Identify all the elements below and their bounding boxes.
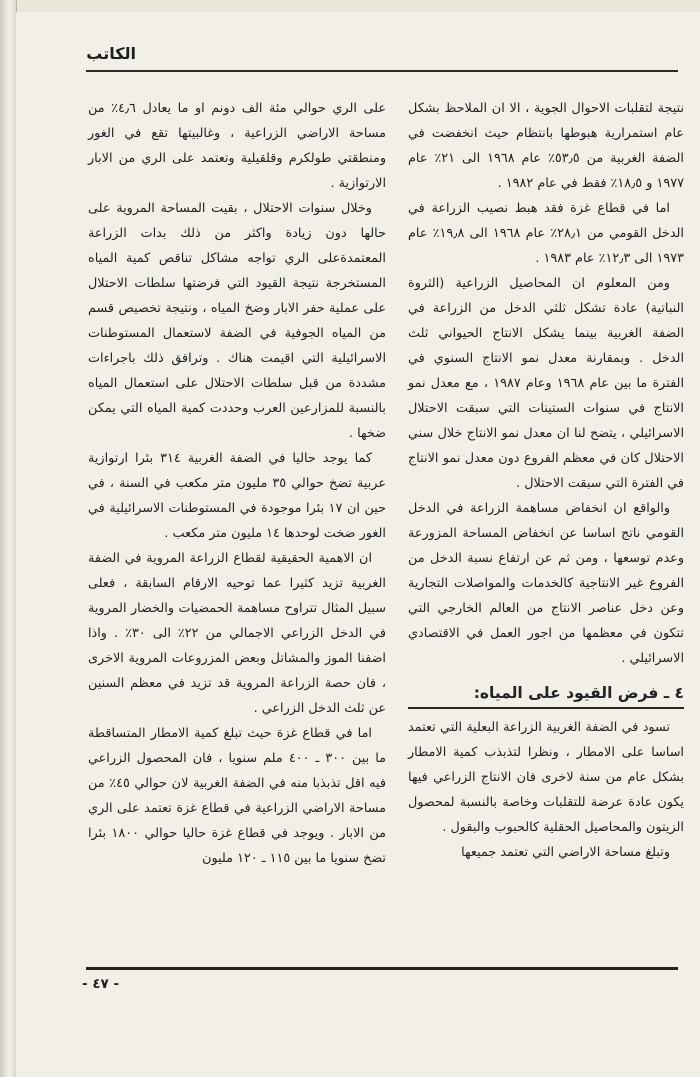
paragraph: ان الاهمية الحقيقية لقطاع الزراعة المروية في الضفة الغربية تزيد كثيرا عما توحيه الارقام السابقة ، فعلى سبيل المثال تتراوح مساهمة الحمضيات والخضار المروية في الدخل الزراعي الاجمالي من ٢٢٪ الى ٣٠٪ . واذا اضفنا الموز والمشاتل وبعض المزروعات المروية الاخرى ، فان حصة الزراعة المروية قد تزيد في معظم السنين عن ثلث الدخل الزراعي . bbox=[88, 551, 386, 716]
footer-rule bbox=[86, 967, 678, 970]
paragraph: وتبلغ مساحة الاراضي التي تعتمد جميعها bbox=[461, 845, 670, 860]
running-header bbox=[86, 38, 678, 76]
page-number: - ٤٧ - bbox=[82, 976, 120, 992]
paragraph: اما في قطاع غزة حيث تبلغ كمية الامطار المتساقطة ما بين ٣٠٠ ـ ٤٠٠ ملم سنويا ، فان المحصول الزراعي فيه اقل تذبذبا منه في الضفة الغربية لان حوالي ٤٥٪ من مساحة الاراضي الزراعية في قطاع غزة تعتمد على الري من الابار . ويوجد في قطاع غزة حاليا حوالي ١٨٠٠ بئرا تضخ سنويا ما بين ١١٥ ـ ١٢٠ مليون bbox=[88, 726, 387, 866]
header-rule bbox=[86, 70, 678, 72]
paragraph: على الري حوالي مئة الف دونم او ما يعادل ٤٫٦٪ من مساحة الاراضي الزراعية ، وغالبيتها تقع في الغور ومنطقتي طولكرم وقلقيلية وتعتمد على الري من الابار الارتوازية . bbox=[88, 101, 386, 191]
paragraph: اما في قطاع غزة فقد هبط نصيب الزراعة في الدخل القومي من ٢٨٫١٪ عام ١٩٦٨ الى ١٩٫٨٪ عام ١٩٧٣ الى ١٢٫٣٪ عام ١٩٨٣ . bbox=[408, 201, 684, 266]
paragraph: وخلال سنوات الاحتلال ، بقيت المساحة المروية على حالها دون زيادة واكثر من ذلك بدات الزراعة المعتمدةعلى الري تواجه مشاكل تناقص كمية المياه المستخرجة نتيجة القيود التي فرضتها سلطات الاحتلال على عملية حفر الابار وضخ المياه ، ونتيجة تخصيص قسم من المياه الجوفية في الضفة لاستعمال المستوطنات الاسرائيلية التي اقيمت هناك . وترافق ذلك باجراءات مشددة من قبل سلطات الاحتلال على استعمال المياه بالنسبة للمزارعين العرب وحددت كمية المياه التي يمكن ضخها . bbox=[88, 201, 386, 441]
header-title: الكاتب bbox=[86, 44, 136, 63]
paragraph: ومن المعلوم ان المحاصيل الزراعية (الثروة النباتية) عادة تشكل ثلثي الدخل من الزراعة في الضفة الغربية بينما يشكل الانتاج الحيواني ثلث الدخل . وبمقارنة معدل نمو الانتاج السنوي في الفترة ما بين عام ١٩٦٨ وعام ١٩٨٧ ، مع معدل نمو الانتاج في سنوات الستينات التي سبقت الاحتلال الاسرائيلي ، يتضح لنا ان معدل نمو الانتاج خلال سني الاحتلال كان في معظم الفروع دون معدل نمو الانتاج في الفترة التي سبقت الاحتلال . bbox=[408, 276, 684, 491]
left-column bbox=[88, 96, 386, 871]
right-column bbox=[408, 96, 684, 865]
paragraph: نتيجة لتقلبات الاحوال الجوية ، الا ان الملاحظ بشكل عام استمرارية هبوطها بانتظام حيث انخفضت في الضفة الغربية من ٥٣٫٥٪ عام ١٩٦٨ الى ٢١٪ عام ١٩٧٧ و ١٨٫٥٪ فقط في عام ١٩٨٢ . bbox=[408, 101, 684, 191]
paragraph: والواقع ان انخفاض مساهمة الزراعة في الدخل القومي ناتج اساسا عن انخفاض المساحة المزورعة وعدم توسعها ، ومن ثم عن ارتفاع نسبة الدخل من الفروع غير الانتاجية كالخدمات والمواصلات التجارية وعن دخل عناصر الانتاج من العالم الخارجي التي تتكون في معظمها من اجور العمل في الاقتصادي الاسرائيلي . bbox=[408, 501, 684, 666]
paragraph: كما يوجد حاليا في الضفة الغربية ٣١٤ بئرا ارتوازية عربية تضخ حوالي ٣٥ مليون متر مكعب في السنة ، في حين ان ١٧ بئرا موجودة في المستوطنات الاسرائيلية في الغور ضخت لوحدها ١٤ مليون متر مكعب . bbox=[88, 451, 386, 541]
paragraph: تسود في الضفة الغربية الزراعة البعلية التي تعتمد اساسا على الامطار ، ونظرا لتذبذب كمية الامطار بشكل عام من سنة لاخرى فان الانتاج الزراعي فيها يكون عادة عرضة للتقلبات وخاصة بالنسبة لمحصول الزيتون والمحاصيل الحقلية كالحبوب والبقول . bbox=[408, 720, 684, 835]
book-binding bbox=[0, 0, 17, 1077]
section-heading: ٤ ـ فرض القيود على المياه: bbox=[408, 681, 684, 709]
